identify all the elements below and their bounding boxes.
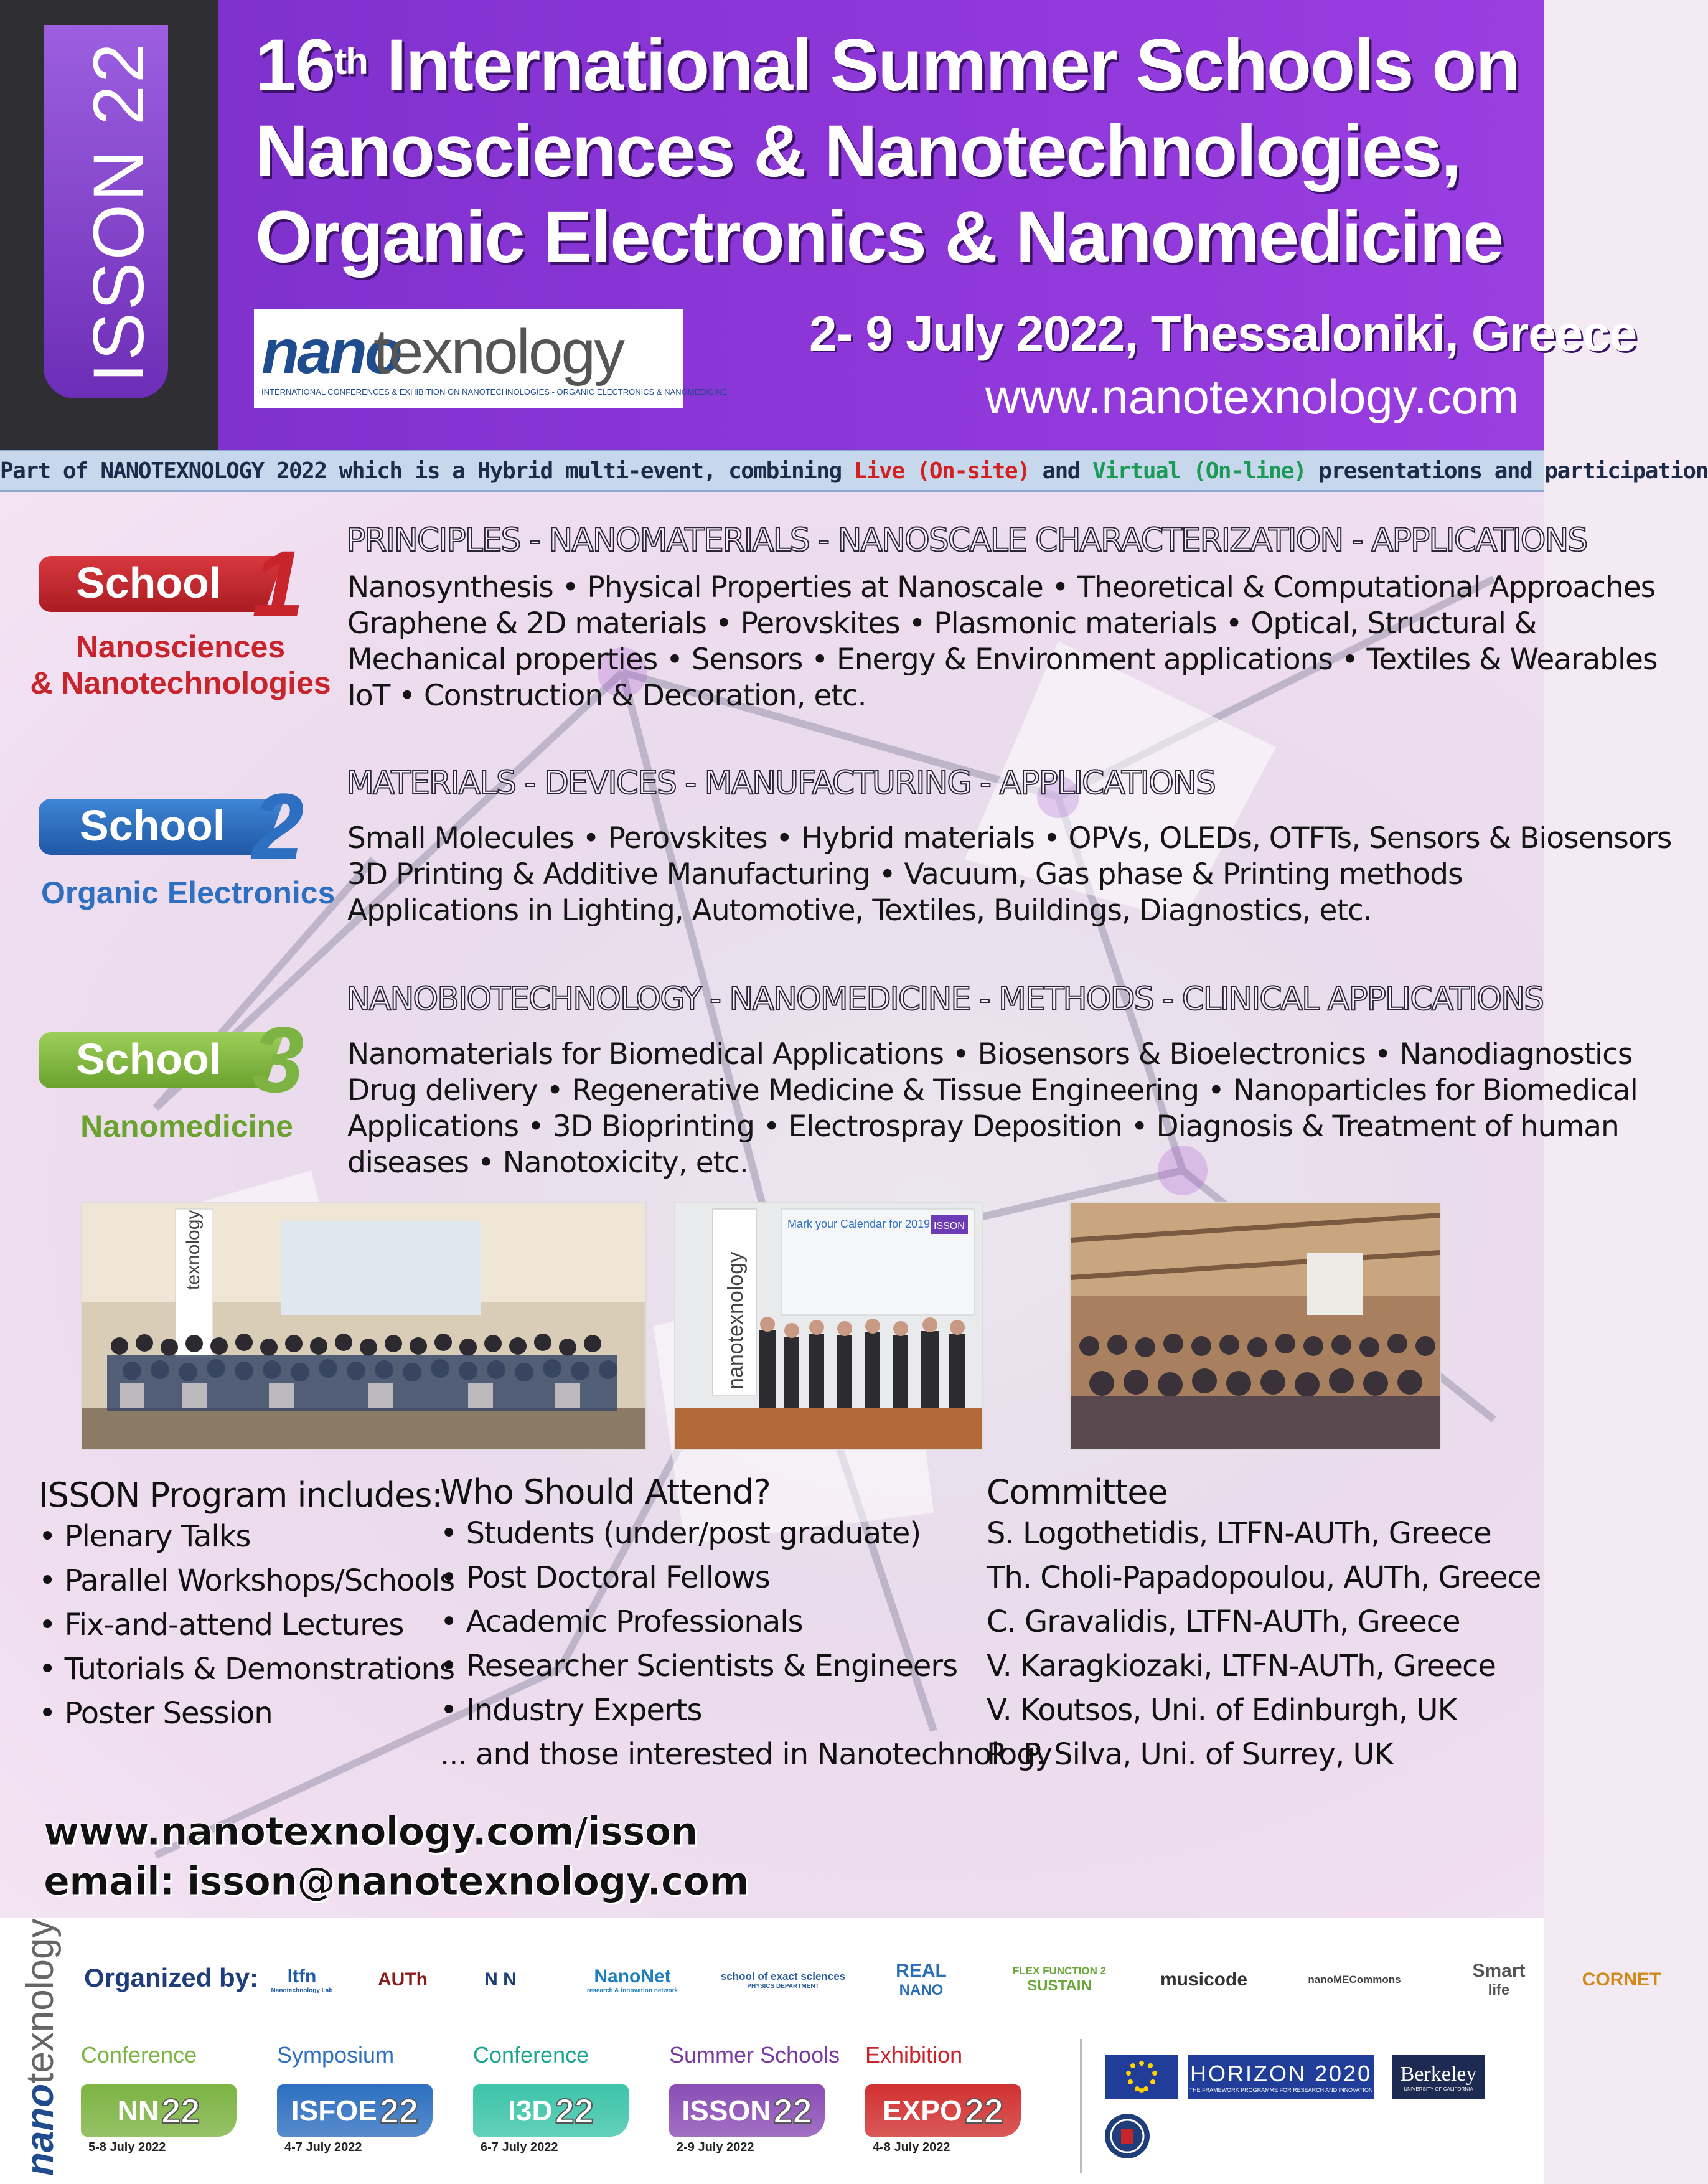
event-badge: I3D 22 — [473, 2084, 629, 2137]
list-item: • Plenary Talks — [39, 1519, 251, 1554]
organizer-logo: N N — [484, 1969, 517, 1990]
school-3-number: 3 — [252, 1007, 304, 1112]
svg-text:ISSON: ISSON — [934, 1221, 965, 1231]
school-1-number: 1 — [252, 531, 304, 636]
organizer-logo: REAL NANO — [896, 1960, 947, 1998]
isson-side-tag-label — [28, 25, 184, 398]
organizer-logo: NanoNet research & innovation network — [586, 1965, 678, 1994]
event-date: 5-8 July 2022 — [88, 2140, 166, 2154]
logo-nano-text: nano — [261, 317, 400, 387]
list-item: V. Karagkiozaki, LTFN-AUTh, Greece — [987, 1649, 1496, 1683]
title-line-2: Nanosciences & Nanotechnologies, — [255, 110, 1460, 192]
hybrid-banner-text: Part of NANOTEXNOLOGY 2022 which is a Hybrid multi-event, combining Live (On-site) and Virtual (On-line) presentations and participation — [0, 458, 1708, 484]
svg-text:nanotexnology: nanotexnology — [19, 1918, 62, 2176]
organizer-logo: FLEX FUNCTION 2 SUSTAIN — [1012, 1965, 1107, 1994]
event-category: Exhibition — [865, 2042, 963, 2068]
program-section — [39, 1476, 454, 1736]
footer-divider — [1080, 2039, 1082, 2173]
list-item: • Fix-and-attend Lectures — [39, 1607, 404, 1642]
school-3-subtitle: Nanomedicine — [80, 1109, 293, 1144]
logo-texnology-text: texnology — [373, 317, 624, 387]
berkeley-logo: Berkeley UNIVERSITY OF CALIFORNIA — [1392, 2055, 1485, 2099]
school-1-topics-heading: PRINCIPLES - NANOMATERIALS - NANOSCALE CHARACTERIZATION - APPLICATIONS — [346, 522, 1587, 559]
organizer-logo: CORNET — [1582, 1969, 1661, 1990]
event-badge: EXPO 22 — [865, 2084, 1021, 2137]
organizer-logo: Smart life — [1472, 1960, 1526, 1998]
event-dates: 2- 9 July 2022, Thessaloniki, Greece — [809, 306, 1637, 361]
organizer-logo: nanoMECommons — [1308, 1974, 1401, 1985]
list-item: R. P. Silva, Uni. of Surrey, UK — [987, 1737, 1394, 1772]
logo-subtitle: INTERNATIONAL CONFERENCES & EXHIBITION ON NANOTECHNOLOGIES - ORGANIC ELECTRONICS & NANOMEDICINE — [261, 387, 728, 397]
virtual-label: Virtual (On-line) — [1092, 458, 1307, 484]
organizer-logo: school of exact sciences PHYSICS DEPARTMENT — [720, 1970, 846, 1990]
school-3-topics: Nanomaterials for Biomedical Applications • Biosensors & Bioelectronics • Nanodiagnostics Drug delivery • Regenerative Medicine & Tissue Engineering • Nanoparticles for Biomedical Applications • 3D Bioprinting • Electrospray Deposition • Diagnosis & Treatment of human diseases • Nanotoxicity, etc. — [347, 1037, 1638, 1180]
event-category: Conference — [473, 2042, 589, 2068]
school-2-subtitle: Organic Electronics — [41, 875, 336, 910]
eu-flag-icon — [1105, 2055, 1178, 2099]
event-badge: ISSON 22 — [669, 2084, 825, 2137]
event-category: Summer Schools — [669, 2042, 840, 2068]
event-category: Symposium — [277, 2042, 395, 2068]
list-item: • Post Doctoral Fellows — [440, 1560, 770, 1595]
live-label: Live (On-site) — [853, 458, 1030, 484]
svg-text:nanotexnology: nanotexnology — [724, 1251, 748, 1390]
list-item: ... and those interested in Nanotechnology — [440, 1737, 1053, 1772]
organized-by-label: Organized by: — [84, 1963, 259, 1992]
school-2-topics: Small Molecules • Perovskites • Hybrid materials • OPVs, OLEDs, OTFTs, Sensors & Biosensors 3D Printing & Additive Manufacturing • Vacuum, Gas phase & Printing methods Applications in Lighting, Automotive, Textiles, Buildings, Diagnostics, etc. — [347, 821, 1672, 928]
list-item: • Industry Experts — [440, 1693, 702, 1728]
footer-side-logo — [12, 1918, 68, 2176]
event-date: 6-7 July 2022 — [481, 2140, 558, 2154]
event-badge: NN 22 — [81, 2084, 237, 2137]
event-badges — [81, 2042, 1077, 2179]
program-title: ISSON Program includes: — [39, 1476, 443, 1515]
event-badge: ISFOE 22 — [277, 2084, 433, 2137]
title-line-3: Organic Electronics & Nanomedicine — [255, 196, 1503, 278]
svg-text:Mark your Calendar for 2019: Mark your Calendar for 2019 — [787, 1218, 931, 1230]
organizer-logo: musicode — [1160, 1969, 1248, 1990]
horizon-2020-logo: HORIZON 2020 THE FRAMEWORK PROGRAMME FOR RESEARCH AND INNOVATION — [1188, 2055, 1374, 2099]
svg-text:ISSON 22: ISSON 22 — [79, 40, 159, 383]
edinburgh-seal-icon — [1105, 2114, 1150, 2158]
list-item: C. Gravalidis, LTFN-AUTh, Greece — [987, 1604, 1460, 1639]
list-item: • Poster Session — [39, 1696, 273, 1731]
school-2-word: School — [80, 801, 225, 850]
school-2-number: 2 — [252, 774, 304, 878]
list-item: • Academic Professionals — [440, 1604, 803, 1639]
organizer-logo: AUTh — [378, 1969, 428, 1990]
photo-group — [81, 1202, 647, 1450]
event-date: 4-8 July 2022 — [873, 2140, 950, 2154]
list-item: S. Logothetidis, LTFN-AUTh, Greece — [987, 1516, 1491, 1551]
organizer-logos — [265, 1952, 1661, 2011]
svg-text:texnology: texnology — [183, 1210, 204, 1290]
school-3-word: School — [76, 1035, 222, 1083]
organizer-logo: ltfn Nanotechnology Lab — [271, 1965, 333, 1994]
list-item: Th. Choli-Papadopoulou, AUTh, Greece — [987, 1560, 1541, 1595]
list-item: • Researcher Scientists & Engineers — [440, 1649, 958, 1683]
school-1-topics: Nanosynthesis • Physical Properties at Nanoscale • Theoretical & Computational Approaches Graphene & 2D materials • Perovskites • Plasmonic materials • Optical, Structural & Mechanical properties • Sensors • Energy & Environment applications • Textiles & Wearables IoT • Construction & Decoration, etc. — [347, 570, 1658, 713]
photo-awards — [674, 1202, 983, 1450]
list-item: • Students (under/post graduate) — [440, 1516, 921, 1551]
list-item: V. Koutsos, Uni. of Edinburgh, UK — [987, 1693, 1457, 1728]
school-3-topics-heading: NANOBIOTECHNOLOGY - NANOMEDICINE - METHODS - CLINICAL APPLICATIONS — [346, 981, 1544, 1018]
list-item: • Tutorials & Demonstrations — [39, 1652, 454, 1687]
event-category: Conference — [81, 2042, 197, 2068]
committee-section — [987, 1472, 1541, 1777]
website-link[interactable]: www.nanotexnology.com — [985, 369, 1519, 424]
event-date: 4-7 July 2022 — [284, 2140, 362, 2154]
committee-title: Committee — [987, 1472, 1168, 1512]
title-line-1: 16th International Summer Schools on — [255, 24, 1519, 106]
school-1-word: School — [76, 558, 222, 607]
school-2-topics-heading: MATERIALS - DEVICES - MANUFACTURING - APPLICATIONS — [346, 765, 1215, 802]
contact-email[interactable]: email: isson@nanotexnology.com — [44, 1858, 749, 1904]
photo-audience — [1069, 1202, 1441, 1450]
school-1-subtitle: Nanosciences & Nanotechnologies — [30, 629, 331, 700]
list-item: • Parallel Workshops/Schools — [39, 1563, 455, 1598]
school-url[interactable]: www.nanotexnology.com/isson — [44, 1809, 698, 1854]
attend-section — [440, 1472, 1052, 1777]
event-date: 2-9 July 2022 — [677, 2140, 754, 2154]
attend-title: Who Should Attend? — [440, 1472, 771, 1512]
